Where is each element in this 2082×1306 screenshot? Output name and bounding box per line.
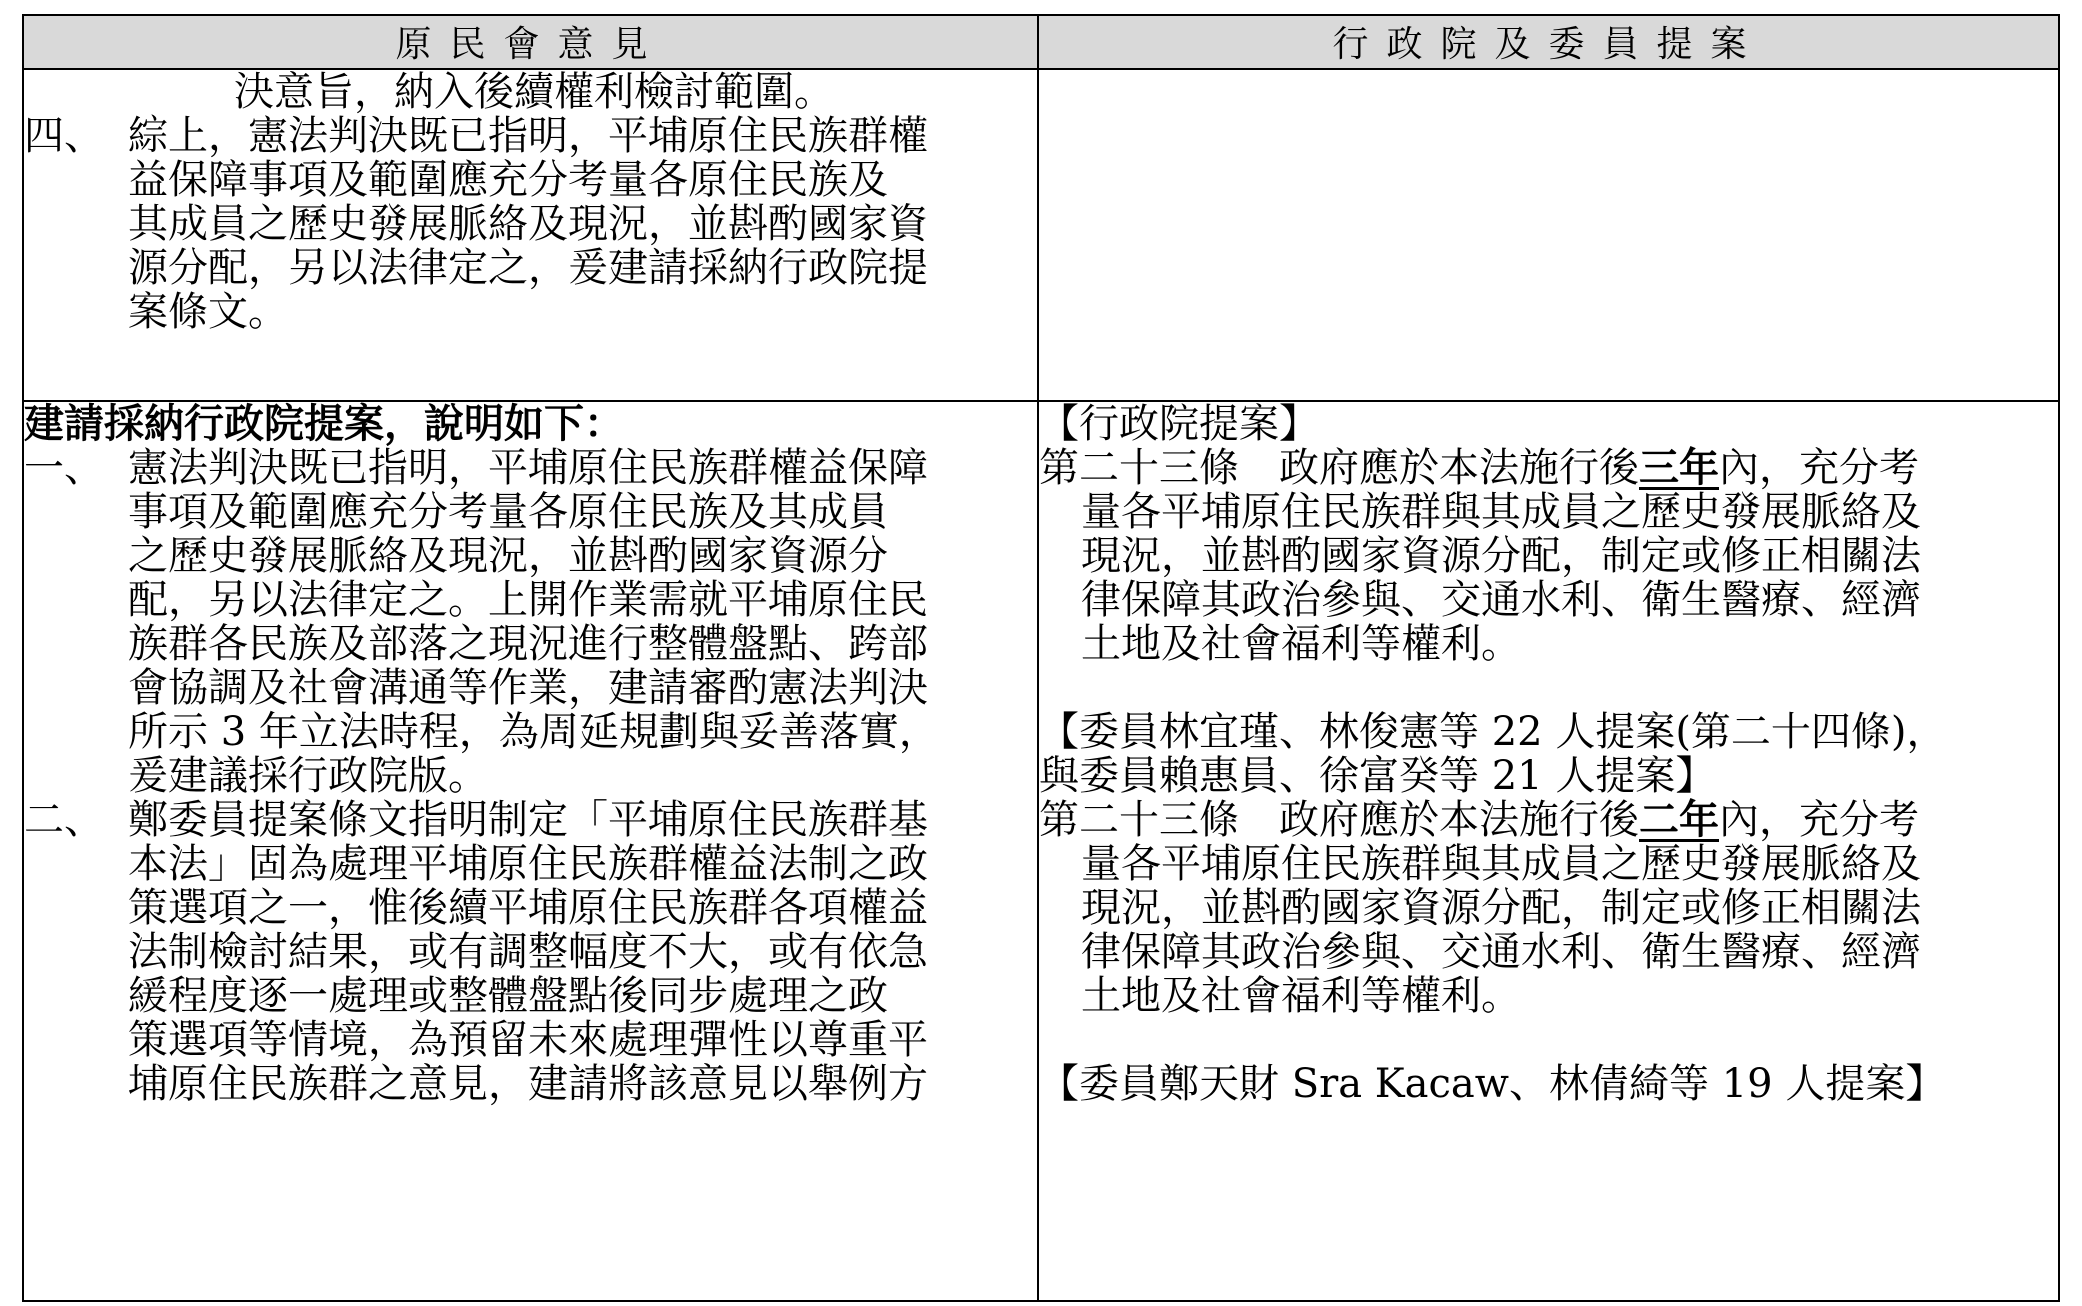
- text-line: 土地及社會福利等權利。: [1081, 621, 1521, 667]
- right-cell-1: [1038, 69, 2059, 401]
- table-row: [23, 69, 2059, 401]
- item-text: [128, 798, 1037, 1106]
- proposal-title: 【委員林宜瑾、林俊憲等 22 人提案(第二十四條)，: [1039, 709, 1947, 755]
- text-line: 案條文。: [128, 289, 288, 335]
- text-line: 族群各民族及部落之現況進行整體盤點、跨部: [128, 621, 928, 667]
- text-line: 埔原住民族群之意見，建請將該意見以舉例方: [128, 1061, 928, 1107]
- article-body: [1039, 842, 2058, 1018]
- text-line: 量各平埔原住民族群與其成員之歷史發展脈絡及: [1081, 841, 1921, 887]
- article-term: 二年: [1639, 796, 1719, 843]
- comparison-table: [22, 14, 2060, 1302]
- list-item-4: [24, 114, 1037, 334]
- continuation-line: 決意旨，納入後續權利檢討範圍。: [234, 69, 834, 115]
- text-line: 其成員之歷史發展脈絡及現況，並斟酌國家資: [128, 201, 928, 247]
- text-line: 源分配，另以法律定之，爰建請採納行政院提: [128, 245, 928, 291]
- header-right: 行政院及委員提案: [1038, 15, 2059, 69]
- text-line: 爰建議採行政院版。: [128, 753, 488, 799]
- article-prefix: 第二十三條 政府應於本法施行後: [1039, 797, 1639, 843]
- left-cell-1: [23, 69, 1038, 401]
- item-marker: 四、: [24, 113, 104, 159]
- text-line: 綜上，憲法判決既已指明，平埔原住民族群權: [128, 113, 928, 159]
- article-line: [1039, 798, 2058, 842]
- article-prefix: 第二十三條 政府應於本法施行後: [1039, 445, 1639, 491]
- spacer: [1039, 666, 2058, 710]
- list-item-2: [24, 798, 1037, 1106]
- text-line: 土地及社會福利等權利。: [1081, 973, 1521, 1019]
- text-line: 之歷史發展脈絡及現況，並斟酌國家資源分: [128, 533, 888, 579]
- header-left: 原民會意見: [23, 15, 1038, 69]
- text-line: 憲法判決既已指明，平埔原住民族群權益保障: [128, 445, 928, 491]
- spacer: [1039, 1018, 2058, 1062]
- text-line: 益保障事項及範圍應充分考量各原住民族及: [128, 157, 888, 203]
- proposal-title: 【行政院提案】: [1039, 401, 1319, 447]
- text-line: 配，另以法律定之。上開作業需就平埔原住民: [128, 577, 928, 623]
- document-page: [22, 14, 2058, 1304]
- left-cell-2: [23, 401, 1038, 1301]
- table-row: [23, 401, 2059, 1301]
- text-line: 現況，並斟酌國家資源分配，制定或修正相關法: [1081, 885, 1921, 931]
- text-line: 律保障其政治參與、交通水利、衛生醫療、經濟: [1081, 929, 1921, 975]
- text-line: 法制檢討結果，或有調整幅度不大，或有依急: [128, 929, 928, 975]
- text-line: 事項及範圍應充分考量各原住民族及其成員: [128, 489, 888, 535]
- text-line: 鄭委員提案條文指明制定「平埔原住民族群基: [128, 797, 928, 843]
- text-line: 本法」固為處理平埔原住民族群權益法制之政: [128, 841, 928, 887]
- article-suffix: 內，充分考: [1719, 445, 1919, 491]
- text-line: 量各平埔原住民族群與其成員之歷史發展脈絡及: [1081, 489, 1921, 535]
- item-text: [128, 446, 1037, 798]
- article-body: [1039, 490, 2058, 666]
- proposal-title: 【委員鄭天財 Sra Kacaw、林倩綺等 19 人提案】: [1039, 1061, 1946, 1107]
- text-line: 所示 3 年立法時程，為周延規劃與妥善落實，: [128, 709, 939, 755]
- article-term: 三年: [1639, 444, 1719, 491]
- table-header-row: [23, 15, 2059, 69]
- item-text: [128, 114, 1037, 334]
- list-item-1: [24, 446, 1037, 798]
- text-line: 現況，並斟酌國家資源分配，制定或修正相關法: [1081, 533, 1921, 579]
- item-marker: 一、: [24, 445, 104, 491]
- right-cell-2: [1038, 401, 2059, 1301]
- text-line: 律保障其政治參與、交通水利、衛生醫療、經濟: [1081, 577, 1921, 623]
- article-suffix: 內，充分考: [1719, 797, 1919, 843]
- proposal-title: 與委員賴惠員、徐富癸等 21 人提案】: [1039, 753, 1716, 799]
- text-line: 會協調及社會溝通等作業，建請審酌憲法判決: [128, 665, 928, 711]
- article-line: [1039, 446, 2058, 490]
- text-line: 策選項等情境，為預留未來處理彈性以尊重平: [128, 1017, 928, 1063]
- text-line: 緩程度逐一處理或整體盤點後同步處理之政: [128, 973, 888, 1019]
- item-marker: 二、: [24, 797, 104, 843]
- section-heading: 建請採納行政院提案，說明如下：: [24, 400, 624, 447]
- text-line: 策選項之一，惟後續平埔原住民族群各項權益: [128, 885, 928, 931]
